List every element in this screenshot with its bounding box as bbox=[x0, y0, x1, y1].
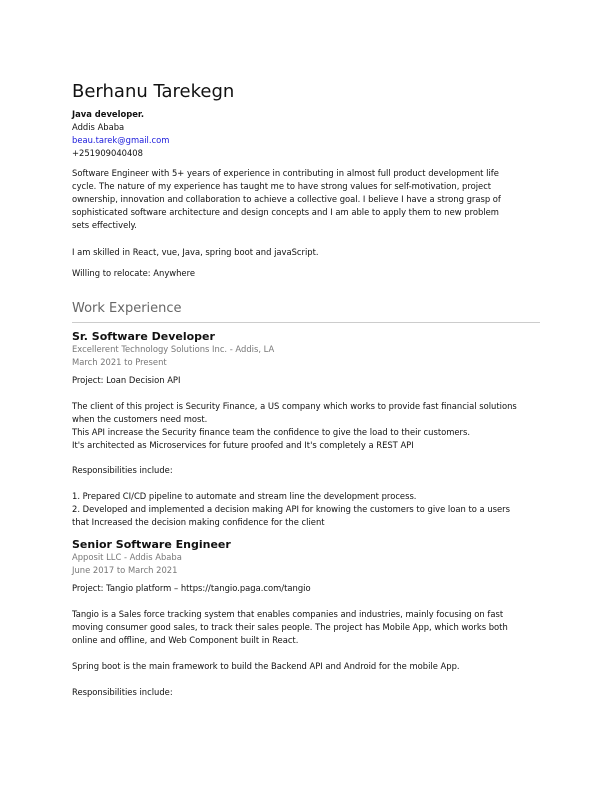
responsibilities-list bbox=[72, 490, 510, 529]
email-link[interactable]: beau.tarek@gmail.com bbox=[72, 135, 170, 145]
responsibility-item: 1. Prepared CI/CD pipeline to automate and stream line the development process. bbox=[72, 491, 417, 501]
job-project: Project: Loan Decision API bbox=[72, 375, 181, 385]
responsibilities-label: Responsibilities include: bbox=[72, 687, 173, 697]
relocate: Willing to relocate: Anywhere bbox=[72, 268, 195, 278]
candidate-name: Berhanu Tarekegn bbox=[72, 81, 235, 102]
description-line: moving consumer good sales, to track their sales people. The project has Mobile App, which works both bbox=[72, 622, 508, 632]
description-line: It's architected as Microservices for future proofed and It's completely a REST API bbox=[72, 440, 414, 450]
summary-line: sophisticated software architecture and design concepts and I am able to apply them to new problem bbox=[72, 207, 499, 217]
summary-line: sets effectively. bbox=[72, 220, 137, 230]
job-dates: March 2021 to Present bbox=[72, 357, 167, 367]
responsibility-item: 2. Developed and implemented a decision making API for knowing the customers to give loan to a users bbox=[72, 504, 510, 514]
description-line: online and offline, and Web Component built in React. bbox=[72, 635, 299, 645]
job-company: Apposit LLC - Addis Ababa bbox=[72, 552, 182, 562]
job-description bbox=[72, 608, 508, 647]
job-description bbox=[72, 400, 517, 452]
summary bbox=[72, 167, 501, 232]
phone: +251909040408 bbox=[72, 148, 143, 158]
location: Addis Ababa bbox=[72, 122, 125, 132]
section-divider bbox=[72, 322, 540, 323]
contact-block bbox=[72, 108, 169, 160]
job-project: Project: Tangio platform – https://tangio.paga.com/tangio bbox=[72, 583, 311, 593]
description-line: Tangio is a Sales force tracking system that enables companies and industries, mainly focusing on fast bbox=[72, 609, 504, 619]
job-title: Sr. Software Developer bbox=[72, 330, 215, 343]
summary-line: ownership, innovation and collaboration to achieve a collective goal. I believe I have a strong grasp of bbox=[72, 194, 501, 204]
responsibilities-label: Responsibilities include: bbox=[72, 465, 173, 475]
description-line: This API increase the Security finance team the confidence to give the load to their customers. bbox=[72, 427, 471, 437]
summary-line: Software Engineer with 5+ years of experience in contributing in almost full product development life bbox=[72, 168, 499, 178]
headline: Java developer. bbox=[72, 109, 145, 119]
responsibility-item: that Increased the decision making confidence for the client bbox=[72, 517, 325, 527]
job-framework: Spring boot is the main framework to build the Backend API and Android for the mobile App. bbox=[72, 661, 460, 671]
skills: I am skilled in React, vue, Java, spring boot and javaScript. bbox=[72, 247, 319, 257]
job-title: Senior Software Engineer bbox=[72, 538, 231, 551]
job-dates: June 2017 to March 2021 bbox=[72, 565, 178, 575]
summary-line: cycle. The nature of my experience has taught me to have strong values for self-motivation, project bbox=[72, 181, 492, 191]
section-title-work-experience: Work Experience bbox=[72, 301, 182, 316]
job-company: Excellerent Technology Solutions Inc. - Addis, LA bbox=[72, 344, 275, 354]
description-line: when the customers need most. bbox=[72, 414, 208, 424]
description-line: The client of this project is Security Finance, a US company which works to provide fast financial solutions bbox=[72, 401, 517, 411]
